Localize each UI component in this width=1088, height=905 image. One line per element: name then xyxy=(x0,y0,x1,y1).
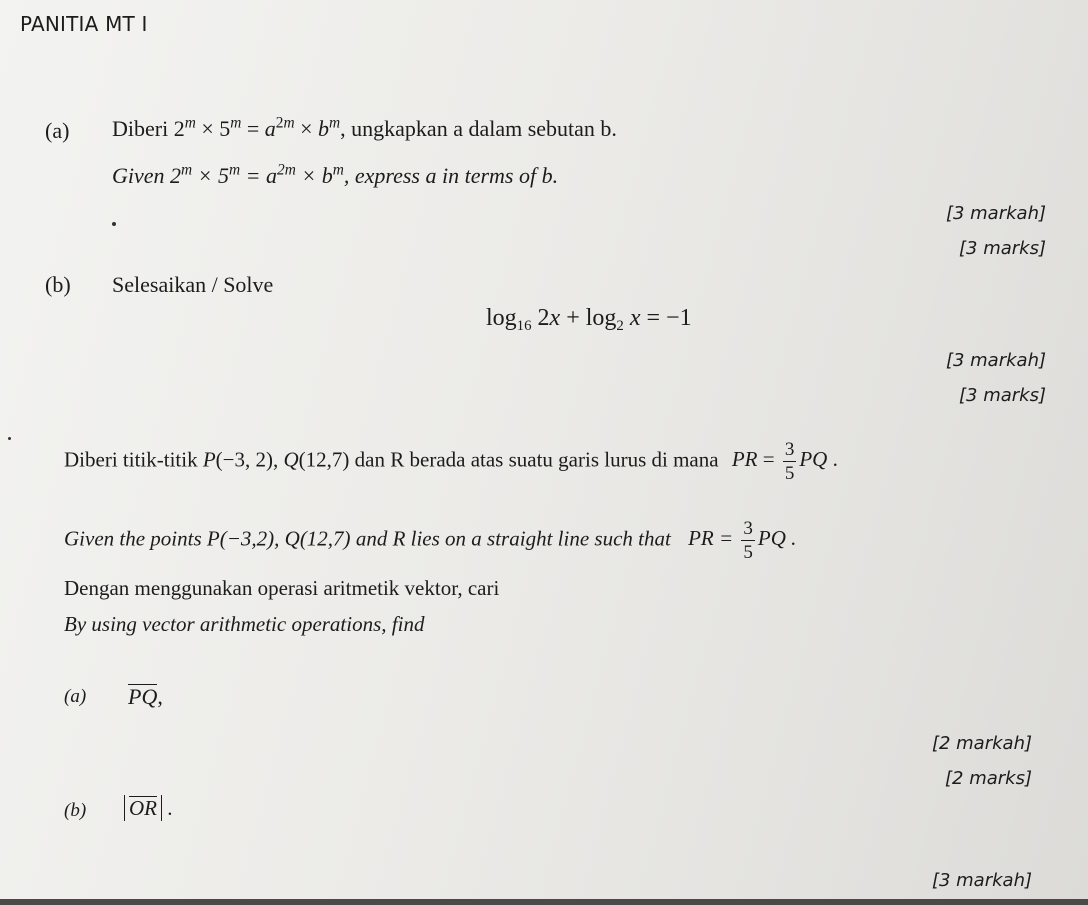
q2-ratio-equation: PR = $\frac{3}{5}$ PQ . xyxy=(731,439,838,484)
q1a-equation: $2^m \times 5^m = a^{2m} \times b^m$ xyxy=(173,114,341,141)
q1a-equation-en: $2^m \times 5^m = a^{2m} \times b^m$ xyxy=(170,161,344,188)
q2-malay-mid: dan R berada atas suatu garis lurus di mana xyxy=(354,447,719,472)
q2a-label: (a) xyxy=(64,686,87,707)
q1b-equation: $\log_{16} 2x + \log_2 x = -1$ xyxy=(486,305,692,335)
q2a-marks-malay: [2 markah] xyxy=(931,733,1032,754)
q2-english-line xyxy=(64,519,796,562)
q1a-english-prefix: Given xyxy=(112,163,165,188)
q1a-marks-malay: [3 markah] xyxy=(945,203,1046,224)
page-bottom-edge xyxy=(0,899,1088,905)
q2b-label: (b) xyxy=(64,800,87,821)
q2-method-malay: Dengan menggunakan operasi aritmetik vektor, cari xyxy=(64,576,500,600)
q1a-malay-suffix: , ungkapkan a dalam sebutan b. xyxy=(340,116,617,141)
q2-ratio-equation-en: PR = $\frac{3}{5}$ PQ . xyxy=(688,518,797,563)
q1b-marks-english: [3 marks] xyxy=(959,385,1046,406)
q2-malay-line xyxy=(64,440,838,483)
q1a-malay-line xyxy=(112,116,617,142)
q1a-label: (a) xyxy=(45,118,70,143)
q1a-marks-english: [3 marks] xyxy=(959,238,1046,259)
q2b-magnitude-or: OR . xyxy=(124,795,173,821)
q2-english-prefix: Given the points xyxy=(64,526,202,551)
q2-method-english: By using vector arithmetic operations, find xyxy=(64,612,425,636)
q2-english-mid: and R lies on a straight line such that xyxy=(355,526,671,551)
page-header: PANITIA MT I xyxy=(20,12,148,36)
q2b-marks-malay: [3 markah] xyxy=(931,870,1032,891)
stray-mark xyxy=(112,222,116,226)
q2-points: P(−3, 2), Q(12,7) xyxy=(202,447,350,472)
bullet-mark xyxy=(8,437,11,440)
q1b-label: (b) xyxy=(45,272,71,297)
q1b-instruction: Selesaikan / Solve xyxy=(112,272,274,297)
q2a-marks-english: [2 marks] xyxy=(945,768,1032,789)
q2-malay-prefix: Diberi titik-titik xyxy=(64,447,198,472)
q1a-english-line xyxy=(112,163,558,189)
q1b-marks-malay: [3 markah] xyxy=(945,350,1046,371)
q2-points-en: P(−3,2), Q(12,7) xyxy=(206,526,351,551)
q1a-malay-prefix: Diberi xyxy=(112,116,169,141)
q2a-vector-pq: PQ, xyxy=(128,684,163,709)
q1a-english-suffix: , express a in terms of b. xyxy=(343,163,559,188)
